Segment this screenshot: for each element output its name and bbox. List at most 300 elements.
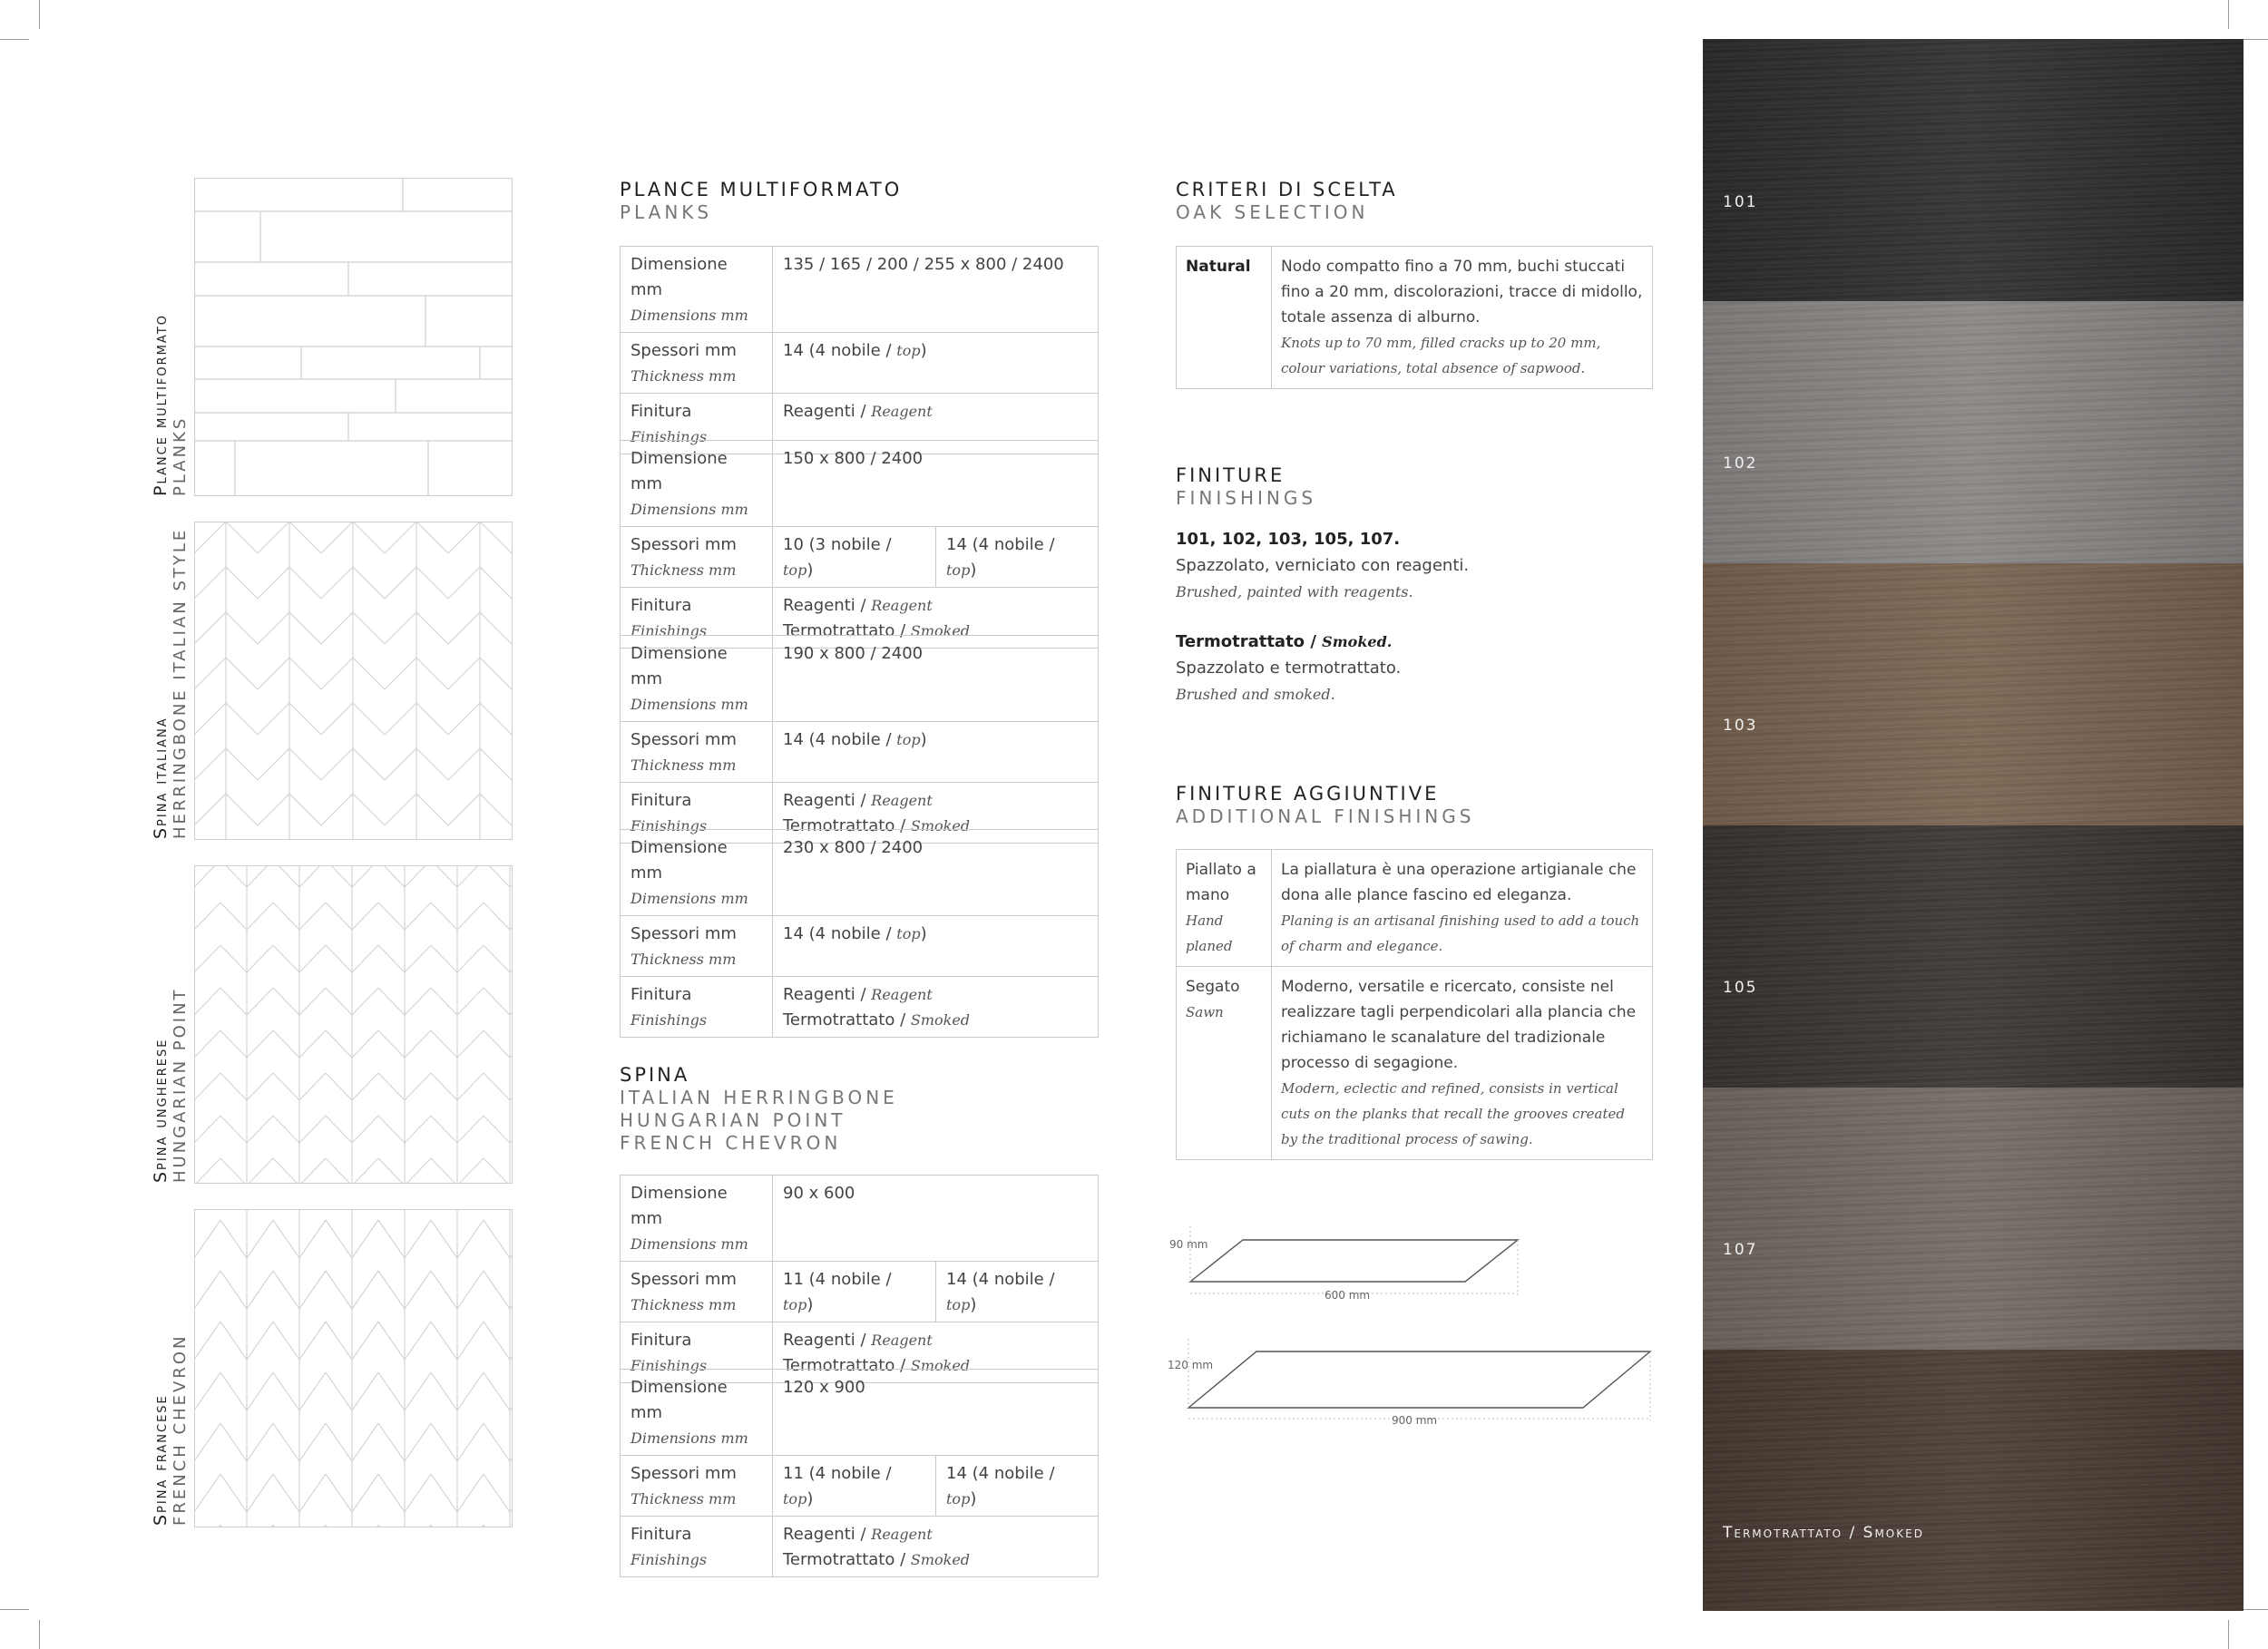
planks-pattern [194, 178, 513, 496]
label-it: Spessori mm [631, 1464, 737, 1483]
section-label-it: Spina francese [151, 1394, 171, 1526]
smoked-title-en: Smoked. [1322, 633, 1393, 650]
thickness-end: ) [970, 1489, 977, 1508]
pattern-line [484, 988, 510, 1015]
thickness-value: 14 (4 nobile / [783, 924, 897, 943]
table-cell [621, 441, 773, 527]
label-it: Dimensione mm [631, 838, 728, 883]
pattern-line [194, 1372, 220, 1410]
pattern-line [416, 658, 448, 689]
pattern-line [352, 1322, 378, 1360]
table-cell [773, 1517, 1099, 1577]
pattern-line [258, 748, 289, 780]
table-row [621, 722, 1099, 783]
label-en: Dimensions mm [631, 501, 748, 518]
table-row [621, 636, 1099, 722]
table-cell [621, 247, 773, 333]
thickness-end: ) [920, 730, 927, 749]
pattern-line [378, 988, 405, 1015]
table-cell [621, 333, 773, 394]
pattern-line [378, 1073, 405, 1100]
pattern-line [289, 703, 321, 735]
pattern-line [457, 1271, 484, 1309]
dimension-value: 90 x 600 [783, 1184, 855, 1203]
spina-heading-en: HUNGARIAN POINT [620, 1109, 846, 1131]
pattern-line [457, 1116, 484, 1143]
thickness-end: ) [970, 561, 977, 580]
pattern-line [258, 658, 289, 689]
pattern-line [378, 1158, 405, 1184]
pattern-line [220, 1116, 247, 1143]
pattern-line [220, 1322, 247, 1360]
smoked-title [1176, 629, 1647, 655]
smoked-it: Spazzolato e termotrattato. [1176, 659, 1402, 678]
pattern-line [247, 1220, 273, 1258]
pattern-line [326, 1220, 352, 1258]
table-cell [1272, 850, 1653, 967]
table-cell [621, 527, 773, 588]
pattern-line [194, 1322, 220, 1360]
pattern-line [416, 794, 448, 825]
pattern-line [484, 903, 510, 930]
table-row [1177, 850, 1653, 967]
label-en: Dimensions mm [631, 890, 748, 907]
pattern-line [457, 1322, 484, 1360]
pattern-line [273, 945, 299, 972]
pattern-line [299, 865, 326, 887]
pattern-line [431, 1474, 457, 1512]
pattern-line [194, 1030, 220, 1058]
label-en: Thickness mm [631, 756, 737, 774]
table-cell [936, 527, 1099, 588]
table-cell [621, 1370, 773, 1456]
spec-table [620, 1369, 1099, 1577]
pattern-line [247, 903, 273, 930]
label-en: Finishings [631, 1011, 708, 1029]
pattern-line [289, 658, 321, 689]
label-it: Dimensione mm [631, 1184, 728, 1228]
finish-en: Reagent [871, 792, 933, 809]
pattern-line [457, 1158, 484, 1184]
pattern-line [247, 945, 273, 972]
additional-table [1176, 849, 1653, 1160]
pattern-line [273, 1030, 299, 1058]
table-row [621, 977, 1099, 1038]
pattern-line [273, 1271, 299, 1309]
pattern-line [194, 703, 226, 735]
table-row [621, 333, 1099, 394]
pattern-line [226, 522, 258, 553]
pattern-line [299, 988, 326, 1015]
label-en: Finishings [631, 1357, 708, 1374]
label-it: Dimensione mm [631, 449, 728, 493]
pattern-line [352, 1474, 378, 1512]
finish-codes-en: Brushed, painted with reagents. [1176, 583, 1413, 600]
table-cell [773, 441, 1099, 527]
criteria-table [1176, 246, 1653, 389]
pattern-line [352, 1372, 378, 1410]
pattern-line [385, 703, 416, 735]
crop-mark [39, 1620, 40, 1649]
pattern-line [326, 1073, 352, 1100]
pattern-line [326, 903, 352, 930]
finish-name-it: Segato [1186, 978, 1240, 996]
finish-it: Termotrattato / [783, 816, 911, 835]
pattern-line [385, 748, 416, 780]
label-it: Dimensione mm [631, 644, 728, 688]
table-row [621, 830, 1099, 916]
pattern-line [352, 1271, 378, 1309]
crop-mark [2228, 1620, 2229, 1649]
pattern-line [194, 1158, 220, 1184]
thickness-en: top [946, 1296, 971, 1313]
pattern-line [484, 1322, 510, 1360]
swatch-code: 101 [1723, 193, 1758, 211]
pattern-line [299, 1073, 326, 1100]
swatch-code: Termotrattato / Smoked [1723, 1524, 1924, 1542]
pattern-line [484, 1372, 510, 1410]
pattern-line [352, 1116, 378, 1143]
table-row [621, 1456, 1099, 1517]
thickness-end: ) [920, 341, 927, 360]
section-label-en: HUNGARIAN POINT [171, 987, 190, 1183]
crop-mark [2228, 0, 2229, 29]
table-cell [773, 247, 1099, 333]
pattern-line [194, 1073, 220, 1100]
label-en: Thickness mm [631, 951, 737, 968]
spina-heading-en: ITALIAN HERRINGBONE [620, 1087, 898, 1108]
pattern-line [194, 1423, 220, 1461]
pattern-line [258, 794, 289, 825]
pattern-line [321, 703, 353, 735]
pattern-line [289, 612, 321, 644]
thickness-en: top [783, 1296, 807, 1313]
french-chevron-pattern [194, 1209, 513, 1527]
pattern-line [352, 988, 378, 1015]
finish-it: Termotrattato / [783, 1550, 911, 1569]
hungarian-point-pattern [194, 865, 513, 1184]
pattern-line [321, 612, 353, 644]
label-it: Finitura [631, 1525, 692, 1544]
pattern-line [299, 1030, 326, 1058]
finish-text-it: La piallatura è una operazione artigianale che dona alle plance fascino ed eleganza. [1281, 861, 1637, 904]
label-it: Spessori mm [631, 924, 737, 943]
finish-codes: 101, 102, 103, 105, 107. [1176, 530, 1401, 549]
finish-text-en: Modern, eclectic and refined, consists in vertical cuts on the planks that recall the grooves created by the traditional process of sawing. [1281, 1080, 1625, 1147]
finish-it: Termotrattato / [783, 1010, 911, 1029]
label-it: Finitura [631, 791, 692, 810]
criteria-heading-it: CRITERI DI SCELTA [1176, 179, 1398, 200]
thickness-en: top [783, 561, 807, 579]
thickness-value: 14 (4 nobile / [946, 1464, 1055, 1483]
pattern-line [484, 865, 510, 887]
pattern-line [194, 988, 220, 1015]
thickness-en: top [896, 925, 921, 942]
thickness-en: top [783, 1490, 807, 1508]
additional-heading-en: ADDITIONAL FINISHINGS [1176, 805, 1475, 827]
pattern-line [385, 567, 416, 599]
pattern-line [484, 1423, 510, 1461]
table-cell [621, 1262, 773, 1322]
pattern-line [194, 1271, 220, 1309]
pattern-line [321, 567, 353, 599]
finish-en: Smoked [910, 1011, 971, 1029]
label-it: Spessori mm [631, 341, 737, 360]
pattern-line [226, 658, 258, 689]
pattern-line [405, 1116, 431, 1143]
table-cell [621, 722, 773, 783]
swatch-code: 102 [1723, 454, 1758, 473]
finish-it: Reagenti / [783, 985, 872, 1004]
table-cell [936, 1456, 1099, 1517]
pattern-line [378, 1116, 405, 1143]
finishings-heading-it: FINITURE [1176, 464, 1286, 486]
finish-en: Smoked [910, 817, 971, 834]
additional-heading-it: FINITURE AGGIUNTIVE [1176, 783, 1440, 805]
finish-name-it: Piallato a mano [1186, 861, 1256, 904]
pattern-line [247, 1423, 273, 1461]
pattern-line [431, 1030, 457, 1058]
pattern-line [405, 1423, 431, 1461]
pattern-line [416, 612, 448, 644]
pattern-line [226, 703, 258, 735]
pattern-line [431, 945, 457, 972]
label-en: Dimensions mm [631, 696, 748, 713]
criteria-text-it: Nodo compatto fino a 70 mm, buchi stuccati fino a 20 mm, discolorazioni, tracce di midollo, totale assenza di alburno. [1281, 258, 1643, 327]
pattern-line [385, 658, 416, 689]
label-it: Spessori mm [631, 1270, 737, 1289]
spec-table [620, 829, 1099, 1038]
smoked-title-it: Termotrattato / [1176, 632, 1323, 651]
planks-heading [620, 179, 902, 224]
pattern-line [220, 945, 247, 972]
pattern-line [194, 794, 226, 825]
spina-heading [620, 1064, 898, 1155]
finish-en: Smoked [910, 1357, 971, 1374]
dim-length-label: 900 mm [1392, 1414, 1438, 1427]
dimension-value: 135 / 165 / 200 / 255 x 800 / 2400 [783, 255, 1064, 274]
pattern-line [416, 748, 448, 780]
table-cell [621, 1456, 773, 1517]
table-cell [773, 916, 1099, 977]
pattern-line [416, 567, 448, 599]
pattern-line [431, 1158, 457, 1184]
pattern-line [289, 748, 321, 780]
spec-table [620, 246, 1099, 454]
dim-width-label: 120 mm [1168, 1359, 1214, 1371]
label-en: Thickness mm [631, 1490, 737, 1508]
pattern-line [321, 794, 353, 825]
pattern-line [273, 865, 299, 887]
pattern-line [484, 945, 510, 972]
pattern-line [457, 1030, 484, 1058]
label-en: Finishings [631, 428, 708, 445]
table-cell [936, 1262, 1099, 1322]
pattern-line [385, 794, 416, 825]
pattern-line [431, 1073, 457, 1100]
pattern-line [484, 1158, 510, 1184]
pattern-line [226, 748, 258, 780]
pattern-line [405, 1158, 431, 1184]
pattern-line [378, 945, 405, 972]
pattern-line [194, 612, 226, 644]
table-row [621, 527, 1099, 588]
finishings-text [1176, 526, 1647, 707]
pattern-line [226, 612, 258, 644]
table-cell [773, 1262, 936, 1322]
pattern-line [194, 748, 226, 780]
pattern-line [352, 1220, 378, 1258]
pattern-line [258, 522, 289, 553]
pattern-line [299, 1474, 326, 1512]
pattern-line [431, 1423, 457, 1461]
pattern-line [457, 945, 484, 972]
pattern-line [431, 865, 457, 887]
table-row [1177, 967, 1653, 1160]
table-cell [773, 636, 1099, 722]
label-en: Dimensions mm [631, 307, 748, 324]
pattern-line [226, 567, 258, 599]
thickness-end: ) [970, 1295, 977, 1314]
wood-swatch [1703, 39, 2244, 301]
pattern-line [247, 1158, 273, 1184]
label-it: Finitura [631, 1331, 692, 1350]
label-it: Spessori mm [631, 730, 737, 749]
finish-text-it: Moderno, versatile e ricercato, consiste nel realizzare tagli perpendicolari alla plancia che richiamano le scanalature del tradizionale processo di segagione. [1281, 978, 1637, 1072]
pattern-line [326, 1423, 352, 1461]
finish-en: Reagent [871, 403, 933, 420]
label-en: Dimensions mm [631, 1235, 748, 1253]
pattern-line [448, 748, 480, 780]
pattern-line [484, 1220, 510, 1258]
pattern-line [353, 612, 385, 644]
pattern-line [385, 612, 416, 644]
pattern-line [194, 567, 226, 599]
finish-it: Reagenti / [783, 402, 872, 421]
pattern-line [273, 1423, 299, 1461]
pattern-line [457, 1372, 484, 1410]
spec-table [620, 1175, 1099, 1383]
finishings-heading-en: FINISHINGS [1176, 487, 1317, 509]
pattern-line [378, 1423, 405, 1461]
swatch-code: 107 [1723, 1241, 1758, 1259]
thickness-end: ) [807, 1295, 814, 1314]
planks-heading-en: PLANKS [620, 201, 713, 223]
pattern-line [480, 794, 512, 825]
pattern-line [258, 612, 289, 644]
pattern-line [480, 612, 512, 644]
pattern-line [431, 903, 457, 930]
spina-heading-en: FRENCH CHEVRON [620, 1132, 842, 1154]
thickness-value: 11 (4 nobile / [783, 1464, 892, 1483]
pattern-line [352, 903, 378, 930]
pattern-line [258, 567, 289, 599]
pattern-line [273, 988, 299, 1015]
pattern-line [353, 658, 385, 689]
thickness-value: 14 (4 nobile / [783, 730, 897, 749]
pattern-line [405, 1372, 431, 1410]
pattern-line [273, 1116, 299, 1143]
pattern-line [220, 1271, 247, 1309]
pattern-line [273, 1220, 299, 1258]
pattern-line [321, 522, 353, 553]
pattern-line [220, 1474, 247, 1512]
swatch-code: 103 [1723, 717, 1758, 735]
finish-en: Smoked [910, 1551, 971, 1568]
label-en: Dimensions mm [631, 1429, 748, 1447]
dim-width-label: 90 mm [1169, 1238, 1208, 1251]
table-cell [773, 1176, 1099, 1262]
dimension-value: 190 x 800 / 2400 [783, 644, 924, 663]
finishings-heading [1176, 464, 1316, 510]
pattern-line [194, 658, 226, 689]
table-row [621, 1517, 1099, 1577]
table-cell [621, 636, 773, 722]
wood-swatch [1703, 301, 2244, 563]
crop-mark [39, 0, 40, 29]
pattern-line [226, 794, 258, 825]
pattern-line [484, 1271, 510, 1309]
dim-length-label: 600 mm [1325, 1289, 1371, 1302]
pattern-line [405, 903, 431, 930]
pattern-line [353, 522, 385, 553]
thickness-end: ) [920, 924, 927, 943]
pattern-line [484, 1474, 510, 1512]
pattern-line [405, 1271, 431, 1309]
wood-swatch [1703, 1088, 2244, 1350]
pattern-line [484, 1073, 510, 1100]
pattern-line [321, 748, 353, 780]
pattern-line [194, 865, 220, 887]
pattern-line [194, 945, 220, 972]
pattern-line [273, 1073, 299, 1100]
thickness-en: top [946, 1490, 971, 1508]
parallelogram-diagram-small [1166, 1215, 1529, 1306]
thickness-value: 10 (3 nobile / [783, 535, 892, 554]
pattern-line [326, 865, 352, 887]
table-cell [773, 527, 936, 588]
pattern-line [480, 703, 512, 735]
pattern-line [378, 1474, 405, 1512]
dimension-value: 120 x 900 [783, 1378, 865, 1397]
table-cell [1177, 850, 1272, 967]
pattern-line [448, 567, 480, 599]
pattern-line [299, 1271, 326, 1309]
pattern-line [378, 1322, 405, 1360]
pattern-line [247, 1030, 273, 1058]
pattern-line [352, 1158, 378, 1184]
finish-it: Termotrattato / [783, 1356, 911, 1375]
pattern-line [194, 1220, 220, 1258]
finish-en: Reagent [871, 1526, 933, 1543]
thickness-value: 11 (4 nobile / [783, 1270, 892, 1289]
pattern-line [431, 1220, 457, 1258]
pattern-line [448, 612, 480, 644]
pattern-line [289, 794, 321, 825]
pattern-line [273, 1474, 299, 1512]
pattern-line [457, 988, 484, 1015]
pattern-line [220, 1158, 247, 1184]
table-cell [773, 977, 1099, 1038]
pattern-line [289, 567, 321, 599]
swatch-code: 105 [1723, 979, 1758, 997]
table-cell [621, 830, 773, 916]
section-label-it: Spina italiana [151, 717, 171, 839]
pattern-line [385, 522, 416, 553]
pattern-line [480, 658, 512, 689]
pattern-line [258, 703, 289, 735]
pattern-line [353, 567, 385, 599]
